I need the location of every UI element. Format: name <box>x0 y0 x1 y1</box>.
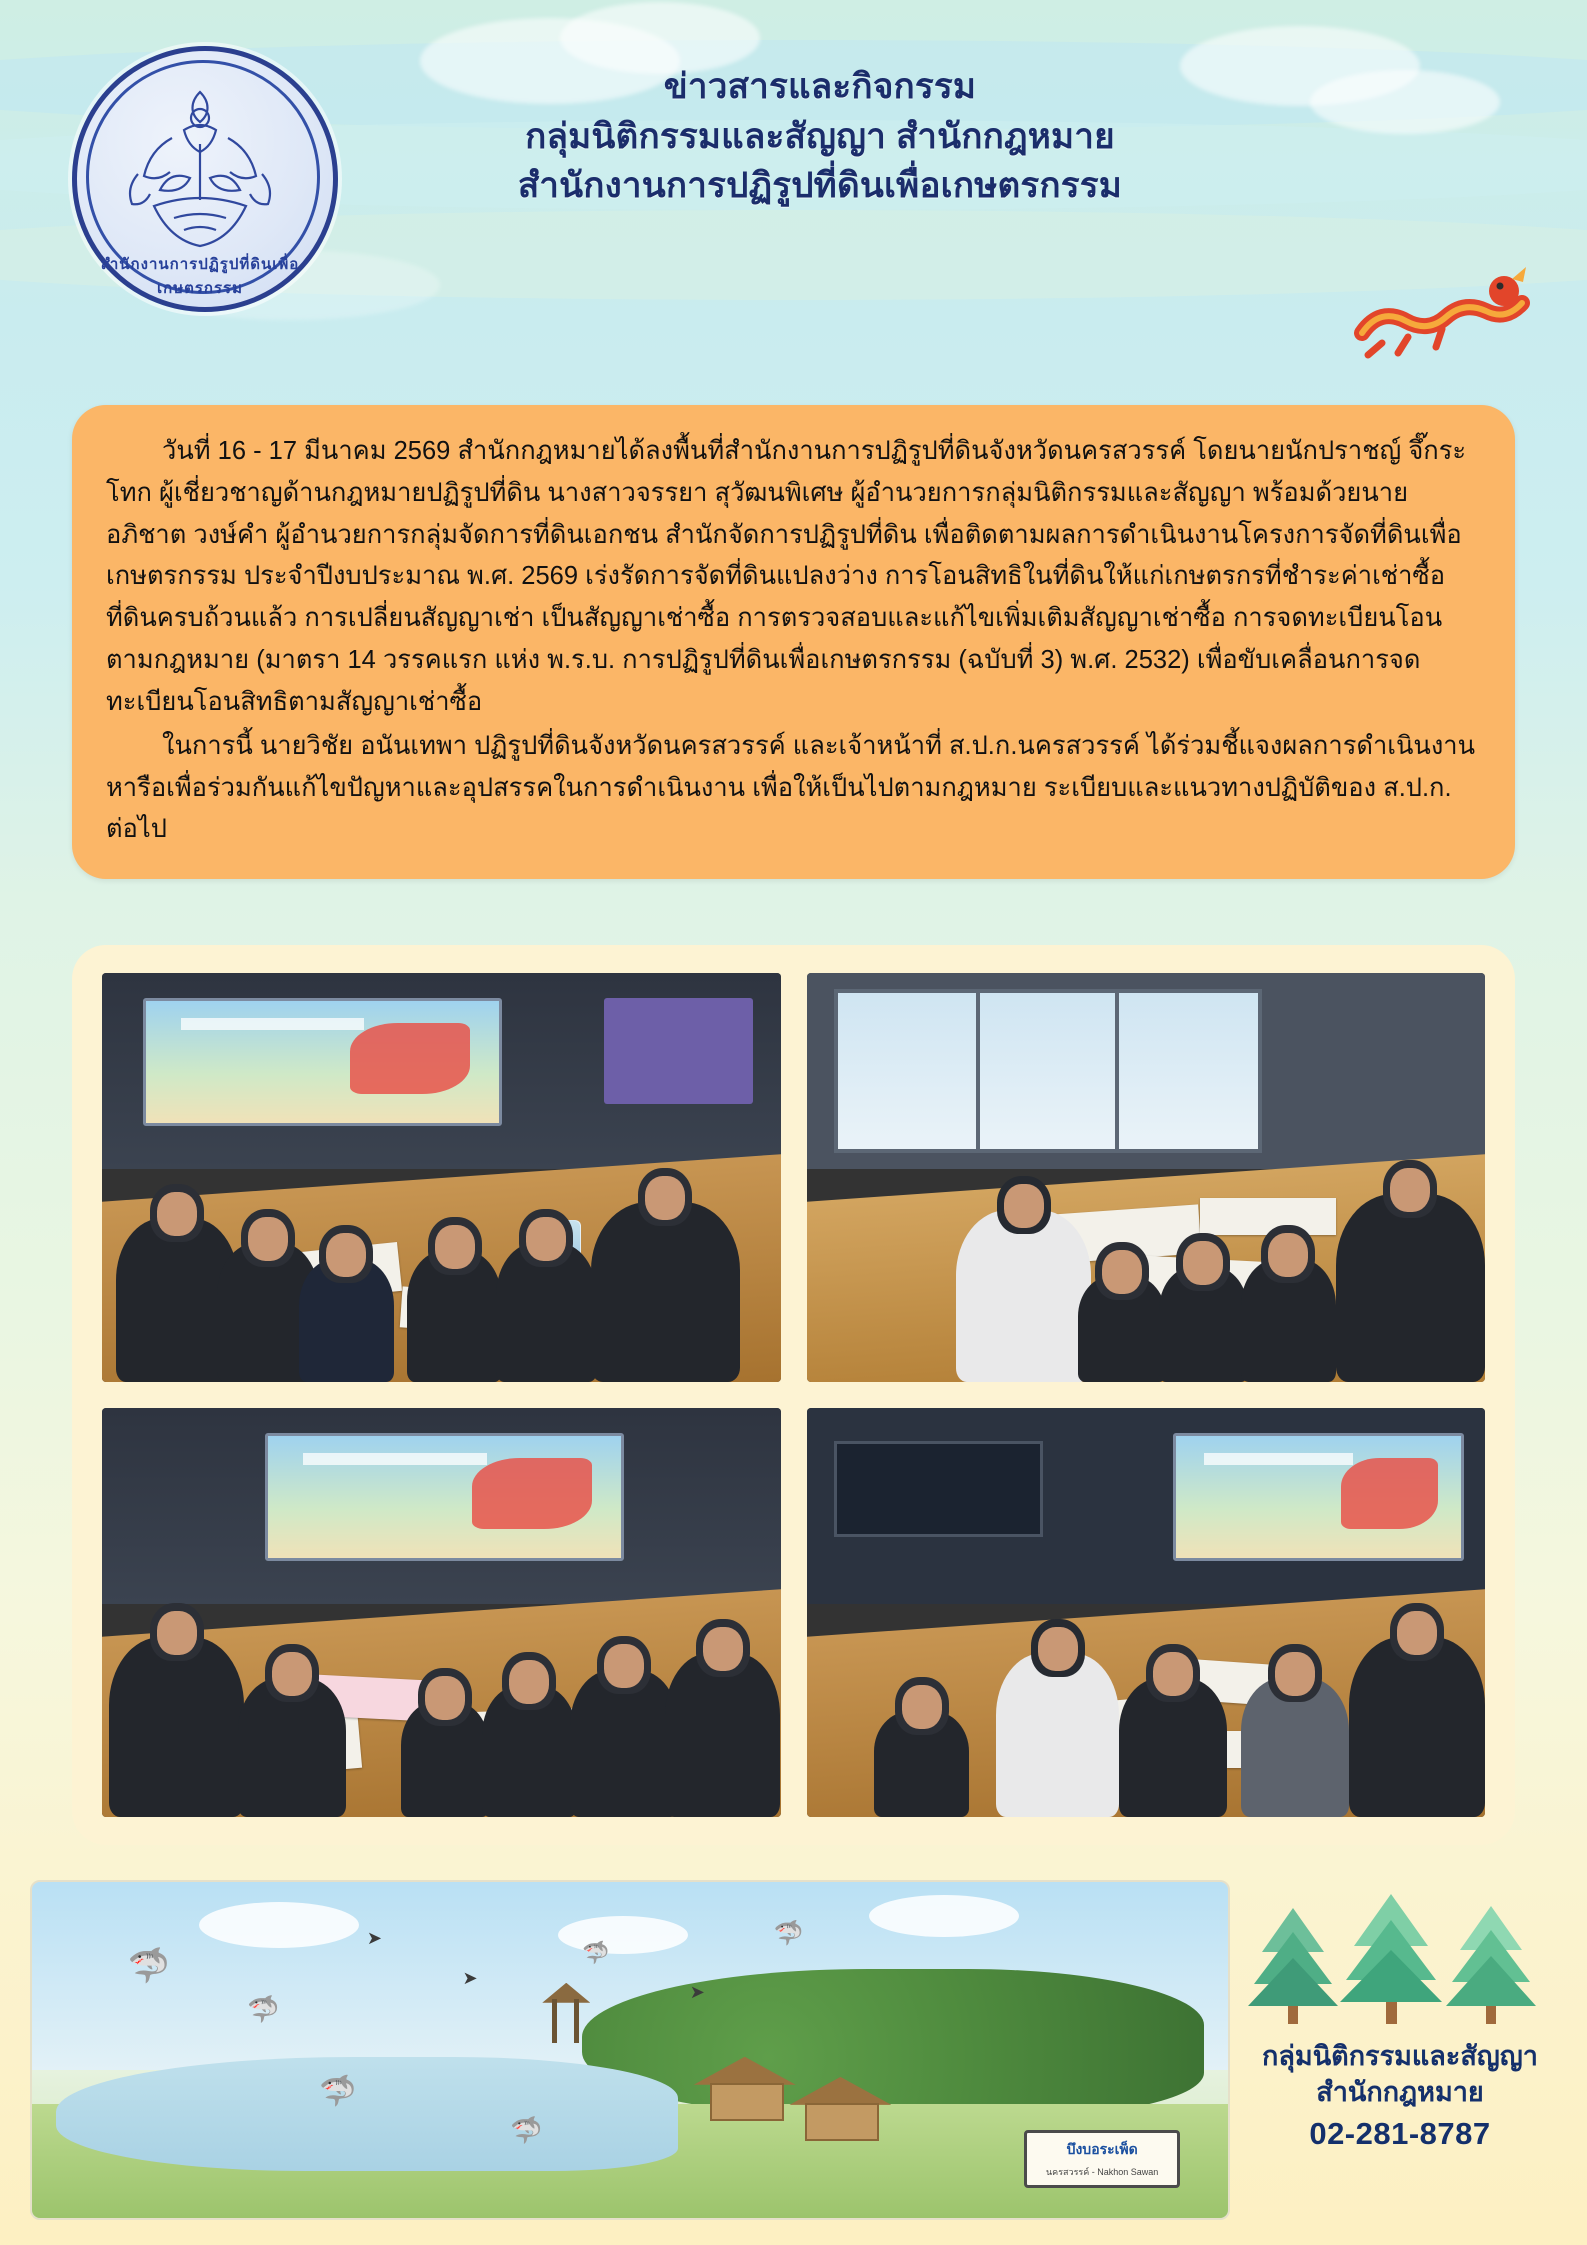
backdrop-banner <box>143 998 502 1127</box>
backdrop-banner <box>1173 1433 1464 1562</box>
bueng-boraphet-illustration <box>30 1880 1230 2220</box>
footer-org-line-1: กลุ่มนิติกรรมและสัญญา <box>1262 2041 1538 2071</box>
photo-meeting-2[interactable] <box>807 973 1486 1382</box>
article-card <box>72 405 1515 879</box>
alro-logo <box>52 28 352 328</box>
page-header <box>0 0 1587 380</box>
hut-icon <box>702 2057 788 2117</box>
logo-ring-label: สำนักงานการปฏิรูปที่ดินเพื่อเกษตรกรรม <box>100 256 300 297</box>
photo-meeting-1[interactable] <box>102 973 781 1382</box>
article-paragraph-2-text: ในการนี้ นายวิชัย อนันเทพา ปฏิรูปที่ดินจังหวัดนครสวรรค์ และเจ้าหน้าที่ ส.ป.ก.นครสวรรค์ ได้ร่วมชี้แจงผลการดำเนินงาน หารือเพื่อร่วมกันแก้ไขปัญหาและอุปสรรคในการดำเนินงาน เพื่อให้เป็นไปตามกฎหมาย ระเบียบและแนวทางปฏิบัติของ ส.ป.ก. ต่อไป <box>106 731 1476 844</box>
bird-icon: ➤ <box>366 1928 382 1949</box>
dragon-icon <box>1342 255 1532 365</box>
pine-trees <box>1240 1880 1560 2030</box>
title-line-1: ข่าวสารและกิจกรรม <box>663 67 977 106</box>
footer-contact <box>1240 1880 1560 2216</box>
window <box>834 989 1263 1152</box>
footer-phone: 02-281-8787 <box>1309 2115 1491 2151</box>
bird-icon: ➤ <box>689 1981 705 2002</box>
backdrop-banner <box>265 1433 624 1562</box>
sign-line-2: นครสวรรค์ - Nakhon Sawan <box>1046 2166 1159 2177</box>
watchtower-icon <box>546 1983 586 2043</box>
logo-ring-text <box>72 46 328 302</box>
bird-icon: 🦈 <box>773 1920 804 1948</box>
bird-icon: 🦈 <box>319 2074 357 2108</box>
page-title <box>370 62 1270 211</box>
article-paragraph-1 <box>106 431 1481 724</box>
article-paragraph-1-text: วันที่ 16 - 17 มีนาคม 2569 สำนักกฎหมายได้ลงพื้นที่สำนักงานการปฏิรูปที่ดินจังหวัดนครสวรรค์ โดยนายนักปราชญ์ จึ๊กระโทก ผู้เชี่ยวชาญด้านกฎหมายปฏิรูปที่ดิน นางสาวจรรยา สุวัฒนพิเศษ ผู้อำนวยการกลุ่มนิติกรรมและสัญญา พร้อมด้วยนายอภิชาต วงษ์คำ ผู้อำนวยการกลุ่มจัดการที่ดินเอกชน สำนักจัดการปฏิรูปที่ดิน เพื่อติดตามผลการดำเนินงานโครงการจัดที่ดินเพื่อเกษตรกรรม ประจำปีงบประมาณ พ.ศ. 2569 เร่งรัดการจัดที่ดินแปลงว่าง การโอนสิทธิในที่ดินให้แก่เกษตรกรที่ชำระค่าเช่าซื้อที่ดินครบถ้วนแล้ว การเปลี่ยนสัญญาเช่า เป็นสัญญาเช่าซื้อ การตรวจสอบและแก้ไขเพิ่มเติมสัญญาเช่าซื้อ การจดทะเบียนโอนตามกฎหมาย (มาตรา 14 วรรคแรก แห่ง พ.ร.บ. การปฏิรูปที่ดินเพื่อเกษตรกรรม (ฉบับที่ 3) พ.ศ. 2532) เพื่อขับเคลื่อนการจดทะเบียนโอนสิทธิตามสัญญาเช่าซื้อ <box>106 437 1467 716</box>
bird-icon: ➤ <box>462 1968 478 1989</box>
hut-icon <box>797 2077 893 2137</box>
photo-gallery <box>72 945 1515 1845</box>
pine-tree-icon <box>1240 1880 1560 2030</box>
bird-icon: 🦈 <box>582 1940 610 1966</box>
bird-icon: 🦈 <box>247 1994 280 2025</box>
title-line-3: สำนักงานการปฏิรูปที่ดินเพื่อเกษตรกรรม <box>517 166 1123 206</box>
photo-meeting-4[interactable] <box>807 1408 1486 1817</box>
bueng-boraphet-sign <box>1024 2130 1180 2188</box>
title-line-2: กลุ่มนิติกรรมและสัญญา สำนักกฎหมาย <box>525 116 1115 156</box>
bird-icon: 🦈 <box>510 2115 543 2146</box>
footer-org-line-2: สำนักกฎหมาย <box>1316 2077 1484 2108</box>
photo-meeting-3[interactable] <box>102 1408 781 1817</box>
sign-line-1: บึงบอระเพ็ด <box>1066 2140 1138 2157</box>
bird-icon: 🦈 <box>127 1947 171 1986</box>
footer-org-text <box>1240 2038 1560 2157</box>
article-paragraph-2 <box>106 726 1481 851</box>
